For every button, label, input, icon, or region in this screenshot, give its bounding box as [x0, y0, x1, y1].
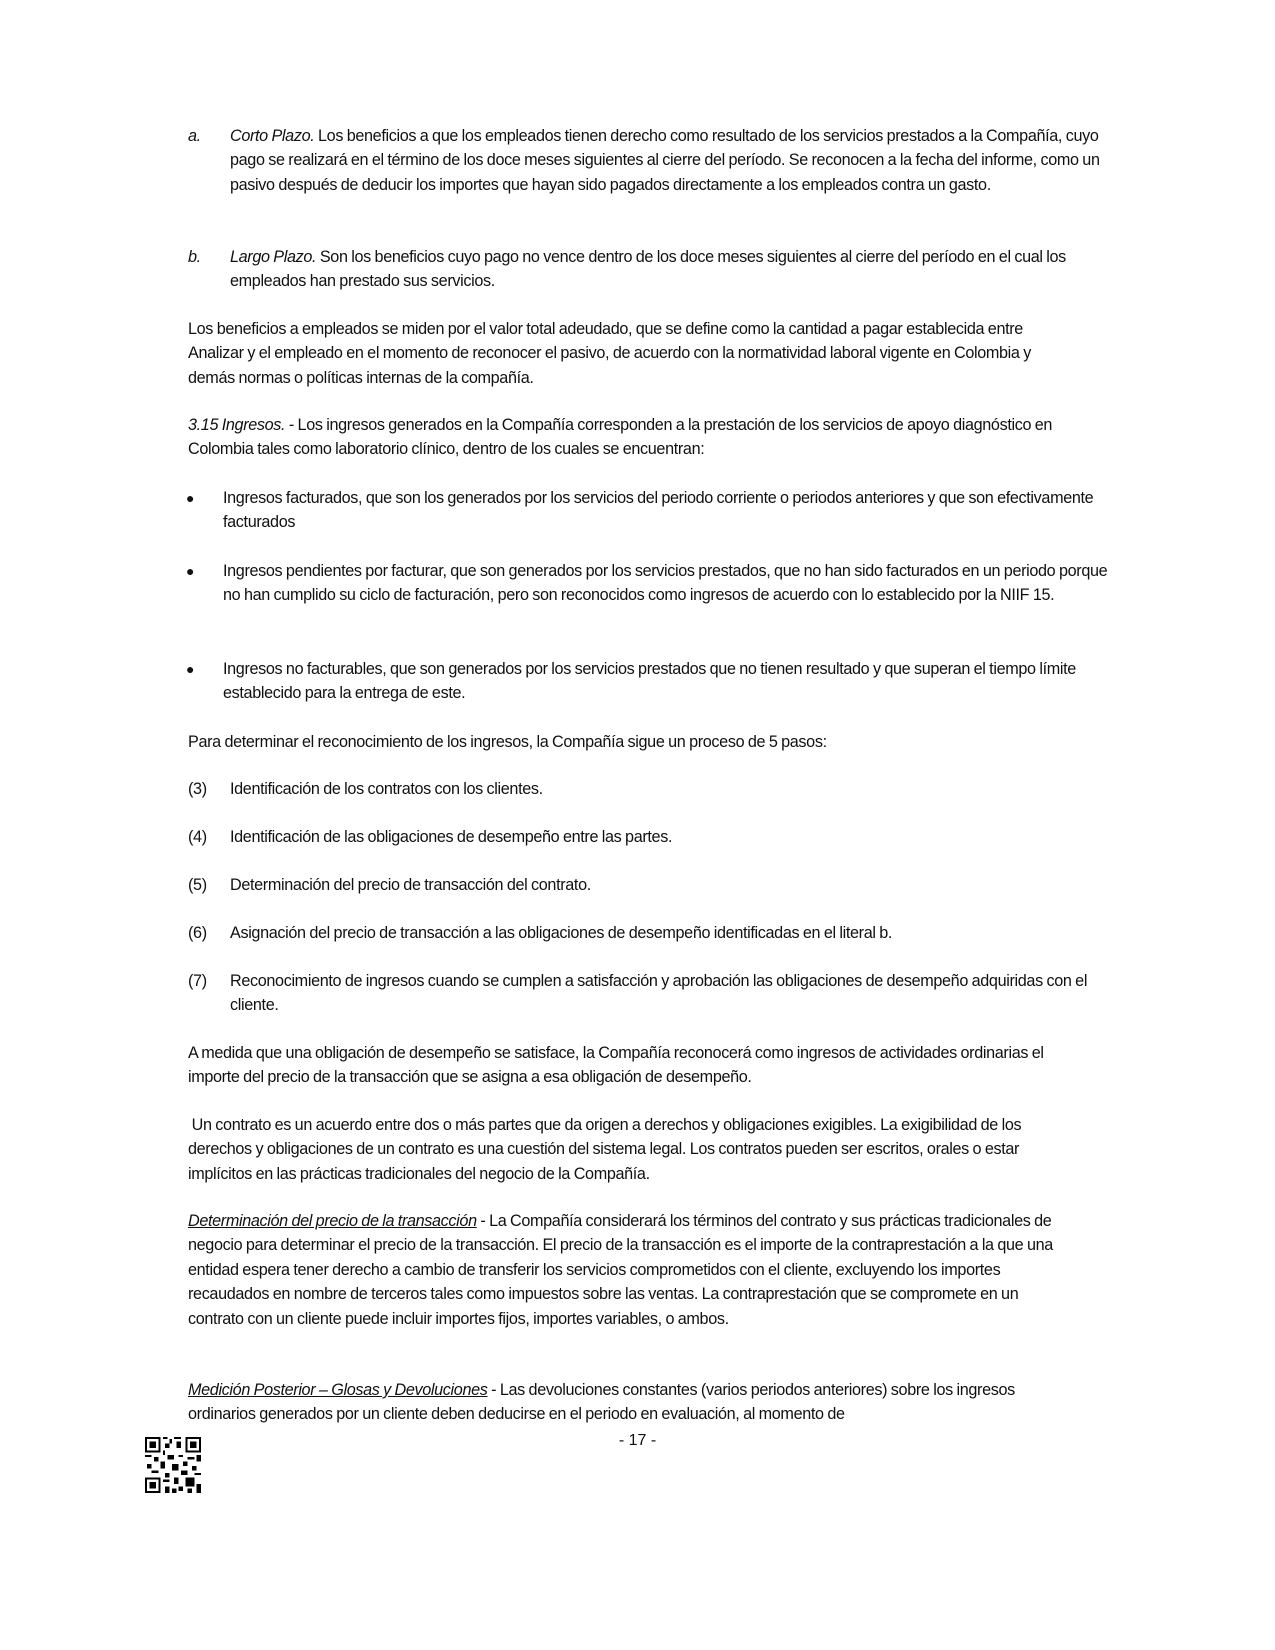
section-text: Las devoluciones constantes (varios periodos anteriores) sobre los ingresos ordinarios generados por un cliente deben deducirse en el periodo en evaluación, al momento de [188, 1381, 1015, 1424]
section-medicion [188, 1378, 1073, 1427]
step-item [188, 969, 1115, 1018]
step-text: Reconocimiento de ingresos cuando se cumplen a satisfacción y aprobación las obligaciones de desempeño adquiridas con el cliente. [230, 972, 1088, 1015]
bullet-text: Ingresos pendientes por facturar, que son generados por los servicios prestados, que no han sido facturados en un periodo porque no han cumplido su ciclo de facturación, pero son reconocidos como ingresos de acuerdo con lo establecido por la NIIF 15. [223, 562, 1108, 605]
section-text: - La Compañía considerará los términos del contrato y sus prácticas tradicionales de negocio para determinar el precio de la transacción. El precio de la transacción es el importe de la contraprestación a la que una entidad espera tener derecho a cambio de transferir los servicios comprometidos con el cliente, excluyendo los importes recaudados en nombre de terceros tales como impuestos sobre las ventas. La contraprestación que se compromete en un contrato con un cliente puede incluir importes fijos, importes variables, o ambos. [188, 1212, 1053, 1328]
step-text: Determinación del precio de transacción del contrato. [230, 876, 591, 894]
step-item [188, 921, 1115, 945]
paragraph-pasos: Para determinar el reconocimiento de los ingresos, la Compañía sigue un proceso de 5 pasos: [188, 733, 827, 751]
step-label: (5) [188, 876, 207, 894]
item-corto-plazo [188, 124, 1115, 197]
bullet-icon: ● [186, 563, 195, 579]
bullet-item [188, 657, 1108, 706]
paragraph-contrato: Un contrato es un acuerdo entre dos o más partes que da origen a derechos y obligaciones exigibles. La exigibilidad de los derechos y obligaciones de un contrato es una cuestión del sistema legal. Los contratos pueden ser escritos, orales o estar implícitos en las prácticas tradicionales del negocio de la Compañía. [188, 1116, 1025, 1183]
step-item [188, 825, 1115, 849]
qr-code-icon [145, 1437, 201, 1493]
bullet-icon: ● [186, 661, 195, 677]
step-text: Asignación del precio de transacción a las obligaciones de desempeño identificadas en el literal b. [230, 924, 893, 942]
section-heading: Determinación del precio de la transacción [188, 1212, 477, 1230]
item-title: Largo Plazo. [230, 248, 317, 266]
item-label: b. [188, 248, 201, 266]
item-text: Los beneficios a que los empleados tienen derecho como resultado de los servicios prestados a la Compañía, cuyo pago se realizará en el término de los doce meses siguientes al cierre del período. Se reconocen a la fecha del informe, como un pasivo después de deducir los importes que hayan sido pagados directamente a los empleados contra un gasto. [230, 127, 1100, 194]
step-label: (4) [188, 828, 207, 846]
step-label: (3) [188, 780, 207, 798]
item-text: Son los beneficios cuyo pago no vence dentro de los doce meses siguientes al cierre del período en el cual los empleados han prestado sus servicios. [230, 248, 1066, 291]
bullet-icon: ● [186, 490, 195, 506]
bullet-item [188, 486, 1108, 535]
step-text: Identificación de los contratos con los clientes. [230, 780, 543, 798]
item-label: a. [188, 127, 201, 145]
item-largo-plazo [188, 245, 1115, 294]
heading-dash: - [487, 1381, 497, 1399]
section-ingresos [188, 413, 1073, 462]
step-text: Identificación de las obligaciones de desempeño entre las partes. [230, 828, 673, 846]
section-determinacion [188, 1209, 1073, 1331]
section-heading: 3.15 Ingresos. [188, 416, 286, 434]
step-label: (7) [188, 972, 207, 990]
paragraph-medida: A medida que una obligación de desempeño se satisface, la Compañía reconocerá como ingresos de actividades ordinarias el importe del precio de la transacción que se asigna a esa obligación de desempeño. [188, 1044, 1044, 1087]
heading-dash: - [285, 416, 294, 434]
page-number: - 17 - [618, 1432, 657, 1449]
item-title: Corto Plazo. [230, 127, 315, 145]
paragraph-beneficios: Los beneficios a empleados se miden por el valor total adeudado, que se define como la cantidad a pagar establecida entre Analizar y el empleado en el momento de reconocer el pasivo, de acuerdo con la normatividad laboral vigente en Colombia y demás normas o políticas internas de la compañía. [188, 320, 1031, 387]
section-text: Los ingresos generados en la Compañía corresponden a la prestación de los servicios de apoyo diagnóstico en Colombia tales como laboratorio clínico, dentro de los cuales se encuentran: [188, 416, 1053, 459]
step-item [188, 873, 1115, 897]
section-heading: Medición Posterior – Glosas y Devoluciones [188, 1381, 488, 1399]
bullet-item [188, 559, 1108, 608]
bullet-text: Ingresos facturados, que son los generados por los servicios del periodo corriente o periodos anteriores y que son efectivamente facturados [223, 489, 1094, 532]
step-item [188, 777, 1115, 801]
step-label: (6) [188, 924, 207, 942]
bullet-text: Ingresos no facturables, que son generados por los servicios prestados que no tienen resultado y que superan el tiempo límite establecido para la entrega de este. [223, 660, 1076, 703]
